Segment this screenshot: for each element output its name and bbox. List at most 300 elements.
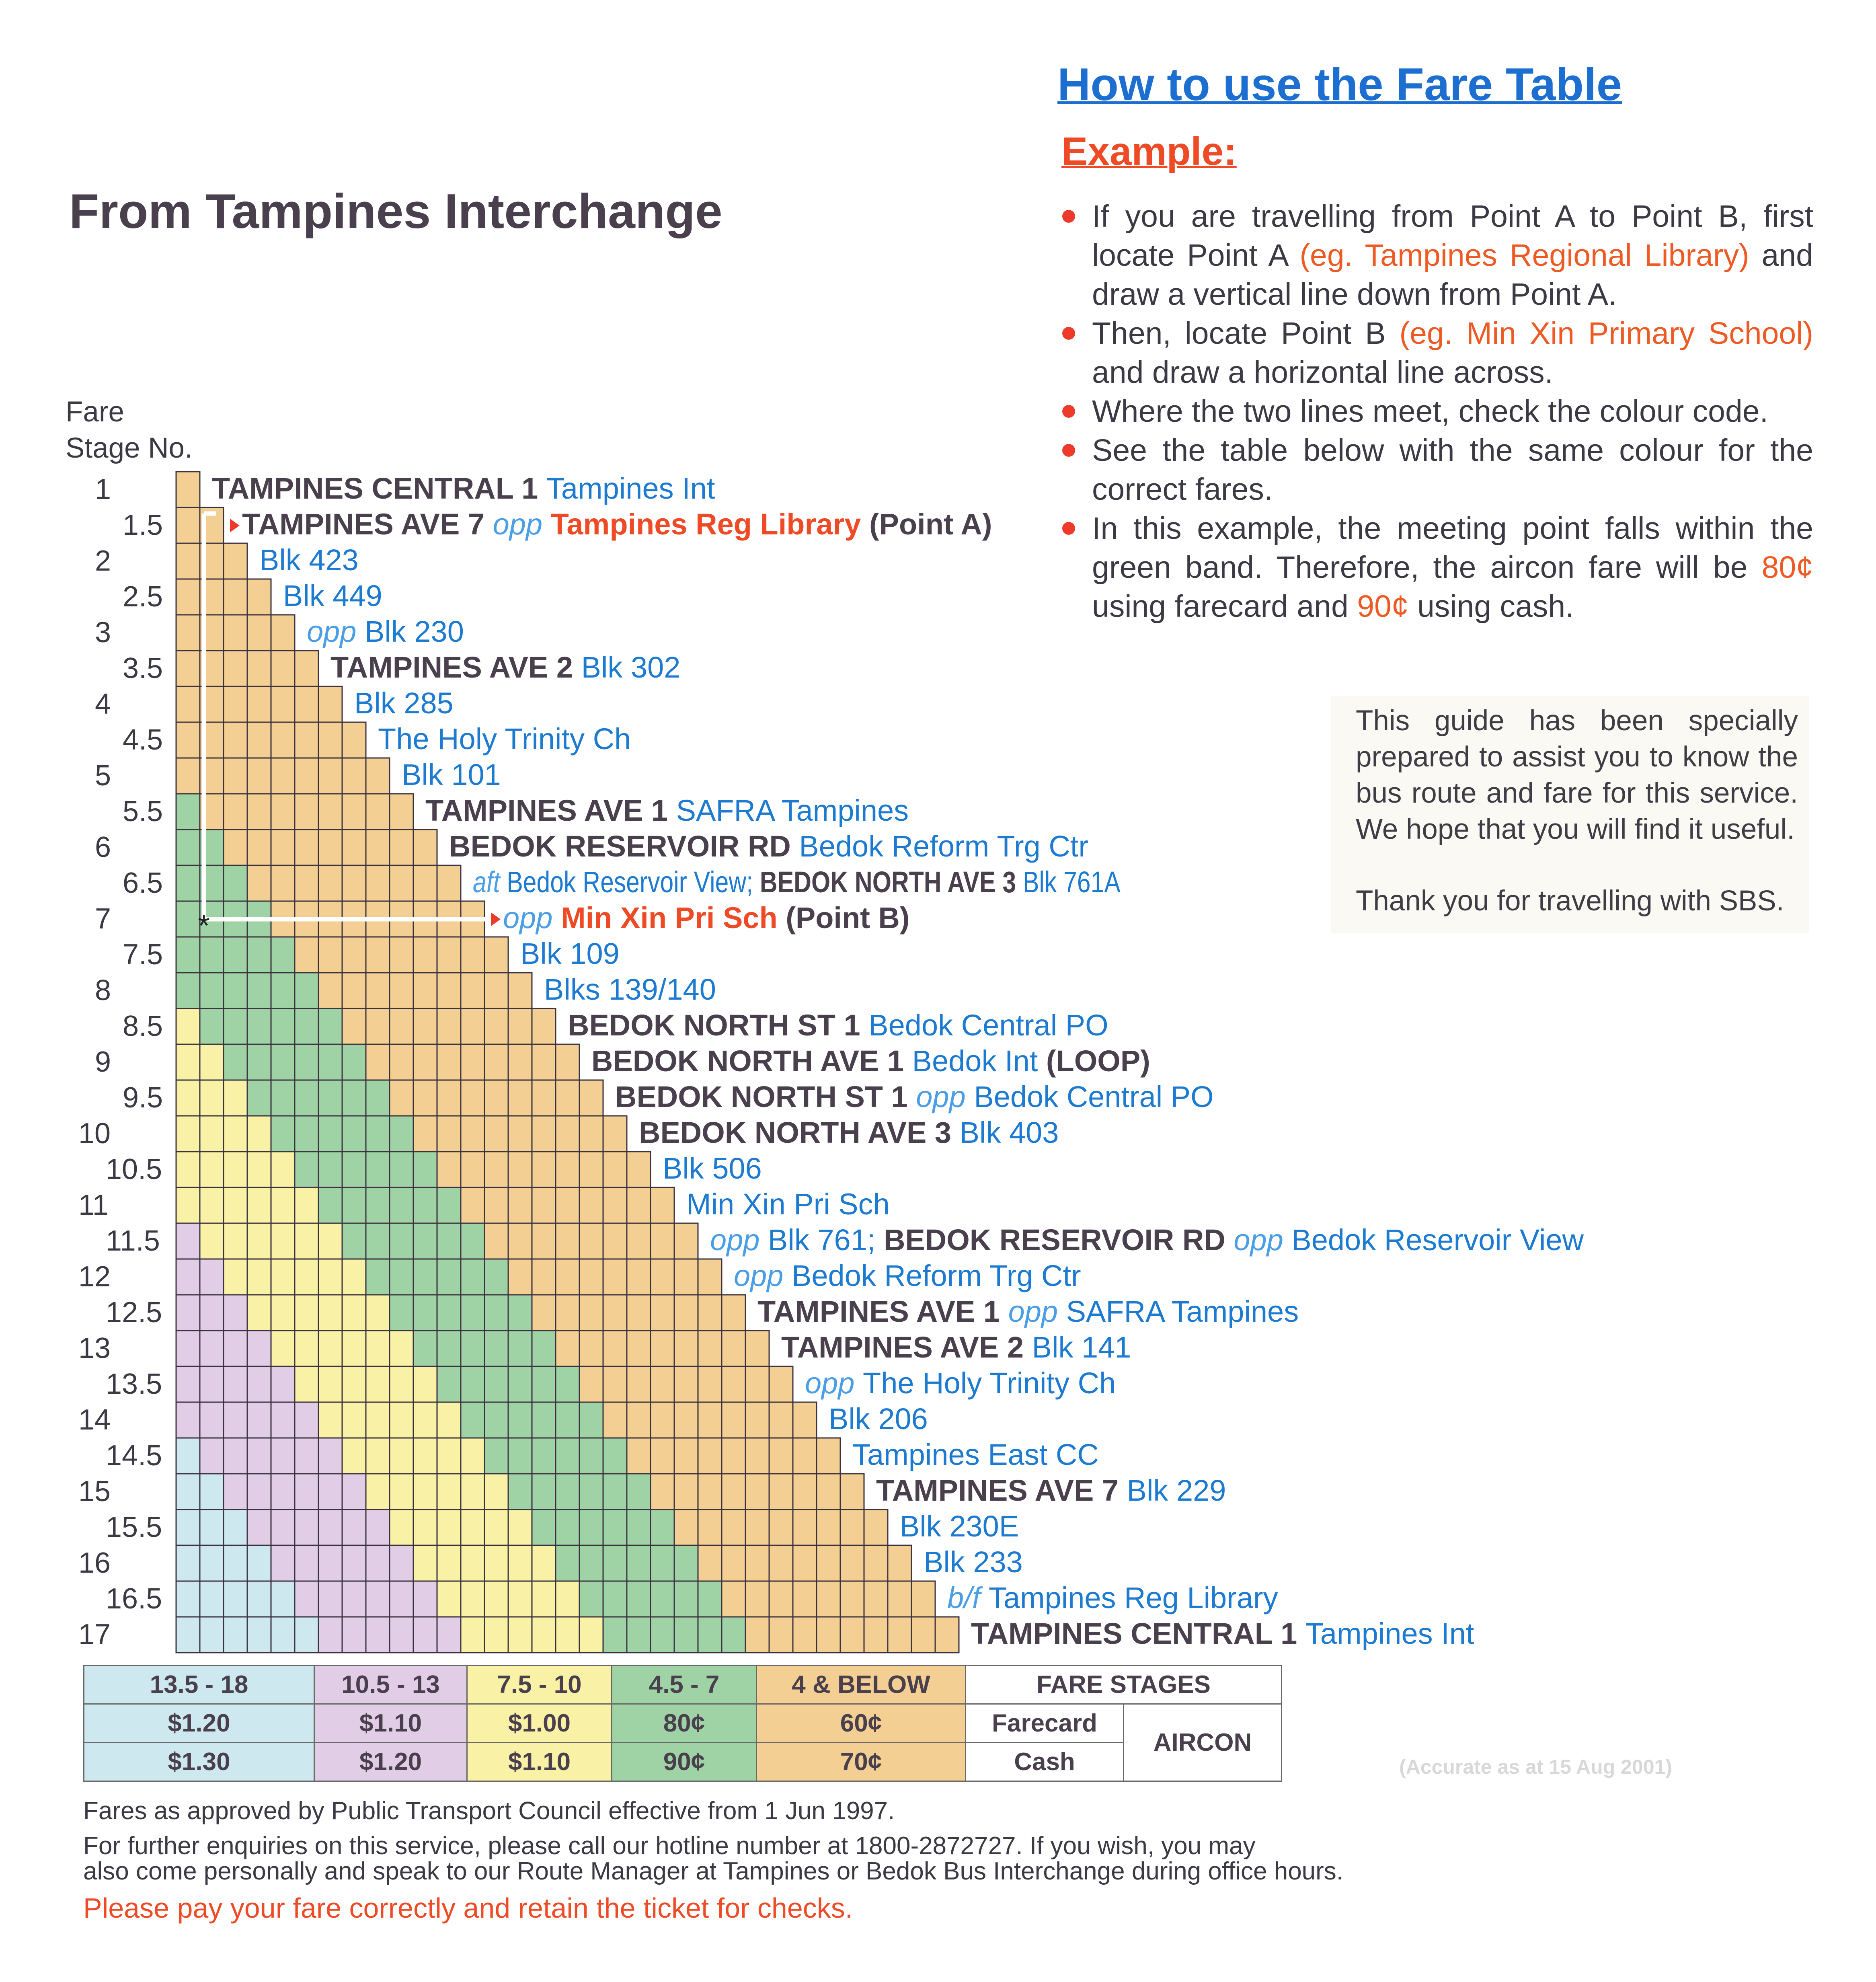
fare-grid-cell — [366, 1581, 390, 1617]
example-label: Example: — [1061, 129, 1237, 173]
fare-grid-cell — [532, 1438, 556, 1474]
fare-grid-cell — [295, 973, 318, 1008]
fare-grid-cell — [532, 1295, 556, 1331]
fare-grid-cell — [224, 794, 247, 830]
fare-grid-cell — [769, 1366, 793, 1402]
fare-grid-cell — [247, 651, 271, 686]
fare-grid-cell — [295, 1366, 318, 1402]
fare-grid-cell — [556, 1259, 579, 1295]
stop-label-part: Blk 302 — [581, 650, 681, 684]
fare-grid-cell — [318, 1187, 342, 1223]
fare-grid-cell — [437, 937, 461, 973]
fare-grid-cell — [318, 865, 342, 901]
fare-grid-cell — [318, 1438, 342, 1474]
fare-grid-cell — [200, 1581, 224, 1617]
fare-grid-cell — [722, 1402, 745, 1438]
fare-grid-cell — [342, 1080, 366, 1116]
fare-grid-cell — [532, 1008, 556, 1044]
fare-grid-cell — [247, 1223, 271, 1259]
stop-label-part: Bedok Int — [912, 1044, 1046, 1078]
stop-label-part: BEDOK NORTH ST 1 — [568, 1008, 869, 1042]
fare-grid-cell — [840, 1617, 864, 1653]
stop-label-part: opp — [734, 1259, 792, 1292]
legend-stage-cell: 7.5 - 10 — [467, 1666, 612, 1704]
fare-grid-cell — [627, 1581, 651, 1617]
stage-number: 17 — [78, 1618, 111, 1651]
stage-number: 1 — [95, 473, 111, 505]
fare-grid-cell — [224, 1223, 247, 1259]
fare-grid-cell — [413, 830, 437, 865]
fare-grid-cell — [698, 1474, 722, 1510]
fare-grid-cell — [651, 1438, 674, 1474]
fare-grid-cell — [271, 973, 295, 1008]
fare-grid-cell — [437, 1474, 461, 1510]
fare-grid-cell — [247, 1044, 271, 1080]
fare-grid-cell — [484, 1617, 508, 1653]
how-to-title: How to use the Fare Table — [1057, 59, 1622, 110]
fare-grid-cell — [840, 1581, 864, 1617]
instruction-item: If you are travelling from Point A to Point B, first locate Point A (eg. Tampines Regional Library) and draw a vertical line down from Point A. — [1053, 197, 1813, 314]
stop-label — [283, 581, 382, 611]
stop-label — [544, 972, 716, 1006]
fare-grid-cell — [176, 1116, 200, 1152]
fare-grid-cell — [579, 1223, 603, 1259]
fare-grid-cell — [627, 1152, 651, 1187]
instruction-item: In this example, the meeting point falls within the green band. Therefore, the aircon fare will be 80¢ using farecard and 90¢ using cash. — [1053, 509, 1813, 626]
fare-grid-cell — [413, 1259, 437, 1295]
fare-grid-cell — [911, 1617, 935, 1653]
fare-grid-cell — [722, 1438, 745, 1474]
fare-grid-cell — [484, 1474, 508, 1510]
fare-grid-cell — [366, 1295, 390, 1331]
fare-grid-cell — [247, 794, 271, 830]
fare-grid-cell — [390, 865, 413, 901]
fare-grid-cell — [247, 1259, 271, 1295]
fare-grid-cell — [413, 1116, 437, 1152]
fare-grid-cell — [176, 1402, 200, 1438]
fare-grid-cell — [295, 1474, 318, 1510]
legend-cash-cell: 70¢ — [757, 1743, 966, 1781]
fare-grid-cell — [200, 1259, 224, 1295]
stop-label-part: Blk 233 — [924, 1545, 1023, 1579]
stop-label-part: BEDOK NORTH AVE 1 — [591, 1044, 912, 1078]
fare-grid-cell — [295, 1187, 318, 1223]
fare-grid-cell — [390, 1008, 413, 1044]
fare-grid-cell — [176, 507, 200, 543]
stop-label-part: Blk 449 — [283, 579, 382, 612]
fare-grid-cell — [271, 1581, 295, 1617]
fare-grid-cell — [627, 1331, 651, 1366]
stage-number: 6 — [95, 831, 111, 863]
fare-grid-cell — [224, 651, 247, 686]
fare-grid-cell — [651, 1366, 674, 1402]
fare-grid-cell — [484, 1295, 508, 1331]
fare-grid-cell — [295, 1259, 318, 1295]
stop-label-part: Blk 141 — [1032, 1330, 1131, 1364]
stop-label — [900, 1509, 1019, 1543]
fare-grid-cell — [698, 1331, 722, 1366]
fare-grid-cell — [366, 1474, 390, 1510]
fare-grid-cell — [627, 1187, 651, 1223]
stop-label — [330, 650, 681, 684]
stop-label-part: Min Xin Pri Sch — [561, 901, 786, 935]
fare-grid-cell — [413, 1366, 437, 1402]
stop-label-part: BEDOK NORTH ST 1 — [615, 1080, 916, 1113]
legend-cash-cell: 90¢ — [612, 1743, 757, 1781]
fare-grid-cell — [413, 1545, 437, 1581]
fare-grid-cell — [461, 1402, 484, 1438]
fare-grid-cell — [627, 1545, 651, 1581]
fare-grid-cell — [176, 1545, 200, 1581]
fare-grid-cell — [271, 794, 295, 830]
fare-grid-cell — [627, 1366, 651, 1402]
fare-grid-cell — [413, 973, 437, 1008]
fare-grid-cell — [437, 1152, 461, 1187]
stop-label-part: Tampines East CC — [852, 1438, 1099, 1471]
fare-grid-cell — [224, 1080, 247, 1116]
fare-grid-cell — [508, 1331, 532, 1366]
fare-grid-cell — [722, 1617, 745, 1653]
stop-label-part: (Point B) — [786, 901, 910, 935]
fare-grid-cell — [247, 1187, 271, 1223]
fare-grid-cell — [579, 1152, 603, 1187]
fare-grid-cell — [793, 1438, 817, 1474]
stop-label — [591, 1046, 1150, 1076]
fare-grid-cell — [556, 1080, 579, 1116]
fare-grid-cell — [247, 1617, 271, 1653]
fare-grid-cell — [674, 1545, 698, 1581]
fare-grid-cell — [247, 1474, 271, 1510]
stage-number: 12.5 — [106, 1296, 162, 1329]
fare-grid-cell — [532, 1152, 556, 1187]
fare-grid-cell — [318, 1402, 342, 1438]
fare-grid-cell — [271, 758, 295, 794]
fare-grid-cell — [627, 1402, 651, 1438]
fare-grid-cell — [413, 1438, 437, 1474]
fare-grid-cell — [484, 1510, 508, 1545]
fare-grid-cell — [247, 830, 271, 865]
stage-number: 9.5 — [123, 1081, 163, 1114]
fare-grid-cell — [176, 937, 200, 973]
fare-grid-cell — [390, 1331, 413, 1366]
point-marker-arrow-icon — [230, 519, 240, 532]
fare-grid-cell — [271, 830, 295, 865]
fare-grid-cell — [200, 1438, 224, 1474]
fare-grid-cell — [793, 1474, 817, 1510]
fare-grid-cell — [342, 1152, 366, 1187]
fare-grid-cell — [200, 1366, 224, 1402]
fare-grid-cell — [342, 1044, 366, 1080]
fare-grid-cell — [390, 1187, 413, 1223]
fare-grid-cell — [200, 1402, 224, 1438]
fare-grid-cell — [532, 1080, 556, 1116]
fare-grid-cell — [200, 1331, 224, 1366]
fare-grid-cell — [817, 1617, 840, 1653]
fare-grid-cell — [840, 1545, 864, 1581]
stop-label-part: Blk 761A — [1022, 865, 1121, 899]
fare-grid-cell — [271, 1295, 295, 1331]
stop-label-part: b/f — [947, 1581, 989, 1614]
fare-grid-cell — [390, 1259, 413, 1295]
fare-grid-cell — [508, 1259, 532, 1295]
stop-label-part: (Point A) — [869, 507, 992, 541]
fare-grid-cell — [318, 1259, 342, 1295]
fare-grid-cell — [484, 1438, 508, 1474]
fare-grid-cell — [651, 1223, 674, 1259]
fare-grid-cell — [769, 1402, 793, 1438]
stage-number: 13.5 — [106, 1368, 162, 1400]
fare-grid-cell — [176, 758, 200, 794]
fare-grid-cell — [200, 1510, 224, 1545]
fare-grid-cell — [532, 1116, 556, 1152]
fare-grid-cell — [390, 1223, 413, 1259]
fare-grid-cell — [556, 1295, 579, 1331]
fare-grid-cell — [271, 1331, 295, 1366]
fare-grid-cell — [461, 1438, 484, 1474]
fare-grid-cell — [698, 1402, 722, 1438]
fare-grid-cell — [366, 1116, 390, 1152]
fare-grid-cell — [271, 1116, 295, 1152]
fare-grid-cell — [247, 579, 271, 615]
fare-grid-cell — [390, 1510, 413, 1545]
fare-grid-cell — [603, 1366, 627, 1402]
aircon-label: AIRCON — [1124, 1704, 1282, 1781]
fare-grid-cell — [200, 1008, 224, 1044]
stop-label-part: TAMPINES AVE 7 — [242, 507, 493, 541]
fare-grid-cell — [508, 1187, 532, 1223]
fare-grid-cell — [556, 1474, 579, 1510]
fare-grid-cell — [935, 1617, 959, 1653]
fare-grid-cell — [247, 1152, 271, 1187]
fare-grid-cell — [224, 615, 247, 651]
stage-number: 2 — [95, 544, 111, 577]
fare-grid-cell — [224, 1295, 247, 1331]
fare-grid-cell — [200, 1116, 224, 1152]
fare-grid-cell — [603, 1331, 627, 1366]
fare-grid-cell — [390, 1474, 413, 1510]
fare-grid-cell — [461, 1152, 484, 1187]
fare-grid-cell — [247, 1366, 271, 1402]
fare-grid-cell — [508, 1008, 532, 1044]
fare-grid-cell — [461, 1080, 484, 1116]
fare-grid-cell — [579, 1474, 603, 1510]
fare-grid-cell — [176, 686, 200, 722]
fare-grid-cell — [247, 1510, 271, 1545]
fare-grid-cell — [295, 1008, 318, 1044]
fare-grid-cell — [698, 1581, 722, 1617]
fare-grid-cell — [295, 758, 318, 794]
fare-grid-cell — [745, 1438, 769, 1474]
fare-grid-cell — [176, 1044, 200, 1080]
fare-grid-cell — [247, 615, 271, 651]
fare-grid-cell — [651, 1581, 674, 1617]
fare-grid-cell — [437, 1259, 461, 1295]
fare-grid-cell — [674, 1331, 698, 1366]
fare-grid-cell — [318, 1510, 342, 1545]
fare-grid-cell — [508, 1474, 532, 1510]
fare-grid-cell — [745, 1617, 769, 1653]
fare-grid-cell — [556, 1438, 579, 1474]
fare-grid-cell — [532, 1044, 556, 1080]
fare-grid-cell — [484, 1152, 508, 1187]
fare-grid-cell — [271, 1187, 295, 1223]
fare-grid-cell — [247, 722, 271, 758]
fare-grid-cell — [200, 1223, 224, 1259]
fare-grid-cell — [366, 794, 390, 830]
fare-grid-cell — [532, 1366, 556, 1402]
legend-stage-cell: 4 & BELOW — [757, 1666, 966, 1704]
fare-grid-cell — [413, 1080, 437, 1116]
fare-grid-cell — [437, 1080, 461, 1116]
stop-label-part: Blk 506 — [663, 1151, 762, 1185]
fare-grid-cell — [698, 1545, 722, 1581]
fare-grid-cell — [603, 1152, 627, 1187]
fare-grid-cell — [508, 1044, 532, 1080]
fare-grid-cell — [484, 1080, 508, 1116]
fare-grid-cell — [295, 1581, 318, 1617]
fare-grid-cell — [318, 1331, 342, 1366]
fare-grid-cell — [247, 1008, 271, 1044]
fare-grid-cell — [366, 1545, 390, 1581]
fare-grid-cell — [508, 1510, 532, 1545]
fare-grid-cell — [295, 1545, 318, 1581]
fare-grid-cell — [176, 1438, 200, 1474]
fare-grid-cell — [745, 1545, 769, 1581]
stop-label-part: Bedok Reform Trg Ctr — [792, 1259, 1081, 1292]
instruction-item: Then, locate Point B (eg. Min Xin Primary School) and draw a horizontal line across. — [1053, 314, 1813, 392]
fare-grid-cell — [224, 579, 247, 615]
fare-grid-cell — [390, 1044, 413, 1080]
stop-label-part: Blk 230E — [900, 1509, 1019, 1543]
fare-grid-cell — [603, 1223, 627, 1259]
stop-label — [242, 509, 992, 539]
fare-grid-cell — [508, 1080, 532, 1116]
fare-grid-cell — [176, 1581, 200, 1617]
fare-grid-cell — [224, 1331, 247, 1366]
fare-grid-cell — [342, 1008, 366, 1044]
fare-grid-cell — [390, 1116, 413, 1152]
fare-grid-cell — [247, 1545, 271, 1581]
fare-grid-cell — [390, 1152, 413, 1187]
fare-grid-cell — [295, 1116, 318, 1152]
fare-grid-cell — [200, 1474, 224, 1510]
stop-label — [947, 1583, 1278, 1613]
fare-legend-table — [83, 1665, 1282, 1782]
fare-grid-cell — [342, 1366, 366, 1402]
fare-grid-cell — [200, 1617, 224, 1653]
fare-grid-cell — [366, 1617, 390, 1653]
stop-label-part: Blk 109 — [520, 937, 620, 970]
fare-grid-cell — [413, 1402, 437, 1438]
fare-grid-cell — [556, 1617, 579, 1653]
legend-farecard-cell: $1.10 — [314, 1704, 467, 1743]
fare-grid-cell — [318, 1152, 342, 1187]
stage-number: 7.5 — [123, 938, 163, 971]
fare-grid-cell — [271, 615, 295, 651]
fare-grid-cell — [247, 937, 271, 973]
stop-label-part: TAMPINES AVE 7 — [876, 1473, 1127, 1507]
fare-grid-cell — [508, 1152, 532, 1187]
stop-label — [503, 903, 909, 933]
fare-grid-cell — [413, 1581, 437, 1617]
stop-label — [663, 1151, 762, 1185]
fare-grid-cell — [461, 1617, 484, 1653]
fare-grid-cell — [366, 1331, 390, 1366]
fare-grid-cell — [603, 1617, 627, 1653]
stop-label-part: TAMPINES CENTRAL 1 — [971, 1616, 1305, 1650]
stop-label — [710, 1225, 1584, 1255]
stop-label — [757, 1294, 1299, 1328]
stage-number: 10 — [78, 1117, 111, 1150]
fare-grid-cell — [461, 1545, 484, 1581]
fare-grid-cell — [603, 1116, 627, 1152]
fare-grid-cell — [603, 1259, 627, 1295]
fare-grid-cell — [508, 1116, 532, 1152]
fare-grid-cell — [224, 1545, 247, 1581]
stop-label-part: opp — [503, 901, 561, 935]
fare-grid-cell — [769, 1545, 793, 1581]
fare-grid-cell — [508, 1617, 532, 1653]
fare-grid-cell — [556, 1545, 579, 1581]
fare-grid-cell — [556, 1152, 579, 1187]
stage-number: 13 — [78, 1332, 111, 1364]
fare-grid-cell — [484, 1402, 508, 1438]
fare-grid-cell — [698, 1366, 722, 1402]
fare-grid-cell — [342, 1295, 366, 1331]
fare-grid-cell — [247, 686, 271, 722]
fare-grid-cell — [556, 1402, 579, 1438]
fare-grid-cell — [342, 1331, 366, 1366]
stop-label-part: Tampines Int — [546, 471, 715, 505]
fare-grid-cell — [318, 830, 342, 865]
fare-grid-cell — [176, 830, 200, 865]
fare-grid-cell — [224, 1366, 247, 1402]
stop-label-part: Bedok Central PO — [974, 1080, 1214, 1113]
fare-grid-cell — [674, 1617, 698, 1653]
stop-label-part: Blk 230 — [365, 614, 464, 648]
fare-grid-cell — [247, 1438, 271, 1474]
point-marker-arrow-icon — [491, 912, 501, 926]
fare-grid-cell — [413, 1187, 437, 1223]
legend-stage-cell: 10.5 - 13 — [314, 1666, 467, 1704]
fare-grid-cell — [176, 794, 200, 830]
fare-grid-cell — [390, 1438, 413, 1474]
fare-grid-cell — [556, 1044, 579, 1080]
fare-grid-cell — [176, 901, 200, 937]
cash-label: Cash — [966, 1743, 1124, 1781]
legend-stage-cell: 4.5 - 7 — [612, 1666, 757, 1704]
fare-grid-cell — [579, 1510, 603, 1545]
stage-number: 4 — [95, 688, 111, 720]
fare-grid-cell — [295, 722, 318, 758]
fare-grid-cell — [342, 1116, 366, 1152]
fare-grid-cell — [627, 1474, 651, 1510]
stop-label-part: opp — [493, 507, 551, 541]
fare-grid-cell — [176, 865, 200, 901]
fare-grid-cell — [769, 1474, 793, 1510]
fare-grid-cell — [484, 1187, 508, 1223]
fare-grid-cell — [318, 1044, 342, 1080]
stop-label — [212, 471, 715, 505]
fare-grid-cell — [224, 1044, 247, 1080]
legend-farecard-cell: $1.00 — [467, 1704, 612, 1743]
fare-grid-cell — [461, 1223, 484, 1259]
stop-label — [259, 545, 359, 575]
fare-grid-cell — [674, 1259, 698, 1295]
fare-grid-cell — [579, 1295, 603, 1331]
stage-number: 8 — [95, 974, 111, 1006]
stop-label — [924, 1547, 1023, 1577]
